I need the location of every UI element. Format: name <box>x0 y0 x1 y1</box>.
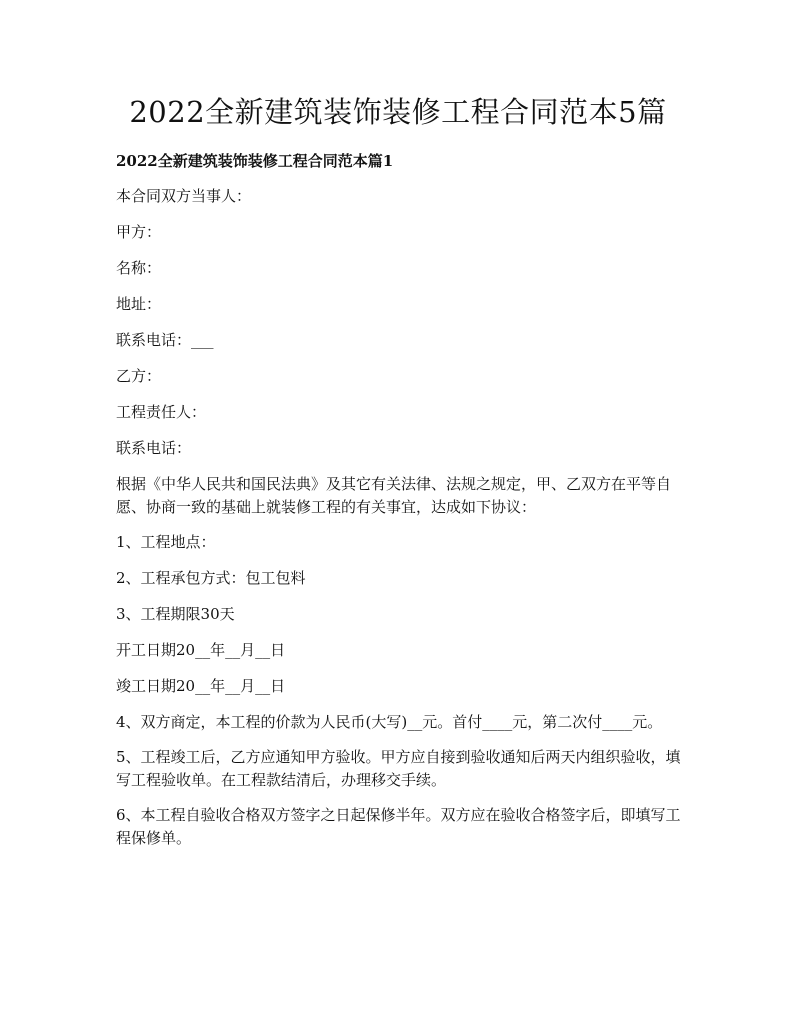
paragraph-price: 4、双方商定，本工程的价款为人民币(大写)__元。首付____元，第二次付____元。 <box>116 713 663 731</box>
paragraph-completion-date: 竣工日期20__年__月__日 <box>116 677 286 695</box>
paragraph-acceptance: 5、工程竣工后，乙方应通知甲方验收。甲方应自接到验收通知后两天内组织验收，填写工程验收单。在工程款结清后，办理移交手续。 <box>116 748 681 789</box>
contract-body <box>116 185 686 862</box>
paragraph-project-duration: 3、工程期限30天 <box>116 605 235 623</box>
paragraph-project-location: 1、工程地点： <box>116 533 216 551</box>
paragraph-project-manager: 工程责任人： <box>116 403 207 421</box>
paragraph-parties: 本合同双方当事人： <box>116 187 252 205</box>
paragraph-agreement-basis: 根据《中华人民共和国民法典》及其它有关法律、法规之规定，甲、乙双方在平等自愿、协商一致的基础上就装修工程的有关事宜，达成如下协议： <box>116 475 672 516</box>
section-heading: 2022全新建筑装饰装修工程合同范本篇1 <box>116 152 394 170</box>
paragraph-party-b: 乙方： <box>116 367 162 385</box>
paragraph-name: 名称： <box>116 259 162 277</box>
paragraph-phone-b: 联系电话： <box>116 439 192 457</box>
document-title: 2022全新建筑装饰装修工程合同范本5篇 <box>129 95 667 129</box>
paragraph-party-a: 甲方： <box>116 223 162 241</box>
paragraph-phone-a: 联系电话：___ <box>116 331 214 349</box>
paragraph-start-date: 开工日期20__年__月__日 <box>116 641 286 659</box>
paragraph-contract-method: 2、工程承包方式：包工包料 <box>116 569 306 587</box>
paragraph-address: 地址： <box>116 295 162 313</box>
paragraph-warranty: 6、本工程自验收合格双方签字之日起保修半年。双方应在验收合格签字后，即填写工程保修单。 <box>116 806 681 847</box>
